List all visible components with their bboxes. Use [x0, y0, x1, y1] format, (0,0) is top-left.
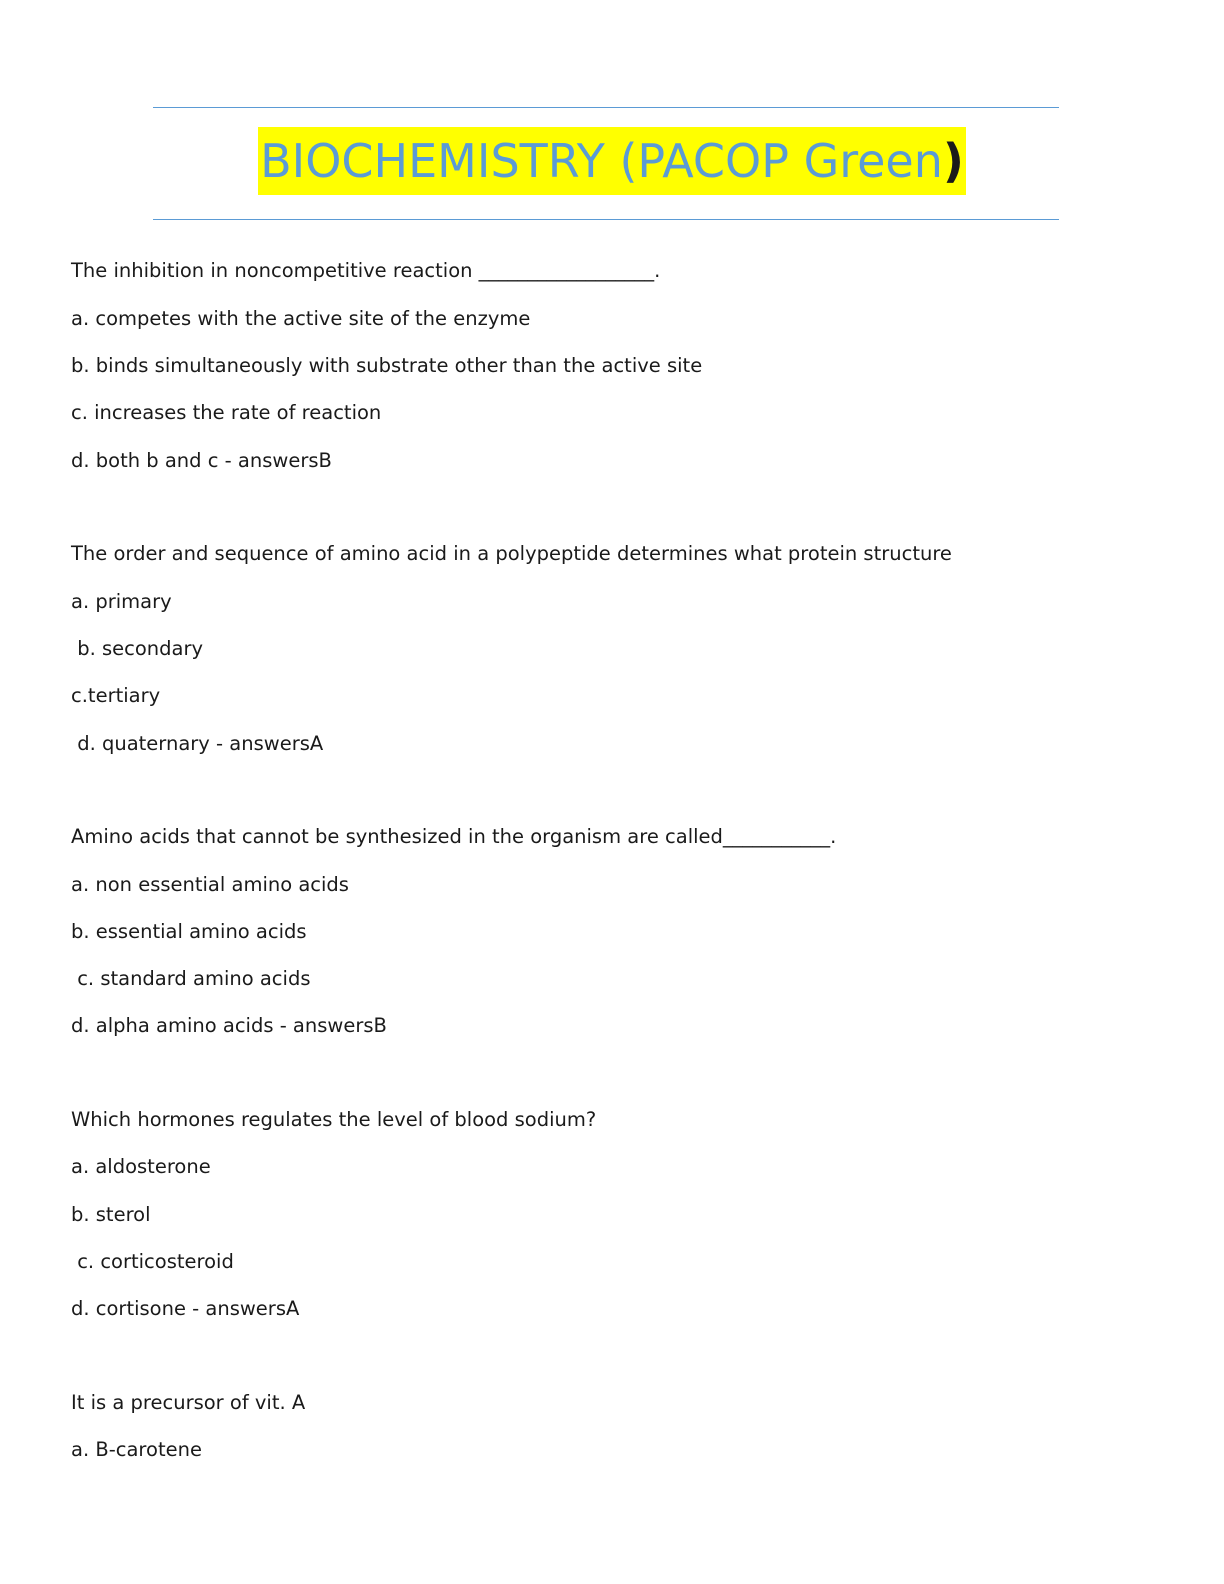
- question-1-stem: The inhibition in noncompetitive reaction __________________.: [71, 259, 661, 282]
- question-2-stem: The order and sequence of amino acid in a polypeptide determines what protein structure: [71, 542, 952, 565]
- document-title-text: BIOCHEMISTRY (PACOP Green: [260, 134, 943, 188]
- question-2-option-a: a. primary: [71, 590, 172, 613]
- question-5-stem: It is a precursor of vit. A: [71, 1391, 306, 1414]
- question-4-option-a: a. aldosterone: [71, 1155, 211, 1178]
- question-1-option-a: a. competes with the active site of the enzyme: [71, 307, 531, 330]
- question-2-option-c: c.tertiary: [71, 684, 161, 707]
- title-top-rule: [153, 107, 1059, 108]
- question-4-option-d-answer: d. cortisone - answersA: [71, 1297, 300, 1320]
- question-4-option-b: b. sterol: [71, 1203, 151, 1226]
- title-container: [0, 127, 1224, 195]
- question-3-option-d-answer: d. alpha amino acids - answersB: [71, 1014, 387, 1037]
- document-title-close-paren: ): [942, 134, 964, 188]
- question-3-option-b: b. essential amino acids: [71, 920, 307, 943]
- question-1-option-d-answer: d. both b and c - answersB: [71, 449, 332, 472]
- title-bottom-rule: [153, 219, 1059, 220]
- document-title: [258, 127, 966, 195]
- question-2-option-d-answer: d. quaternary - answersA: [71, 732, 324, 755]
- question-5-option-a: a. B-carotene: [71, 1438, 202, 1461]
- question-4-stem: Which hormones regulates the level of blood sodium?: [71, 1108, 597, 1131]
- question-1-option-b: b. binds simultaneously with substrate other than the active site: [71, 354, 703, 377]
- question-2-option-b: b. secondary: [71, 637, 204, 660]
- question-3-option-c: c. standard amino acids: [71, 967, 311, 990]
- question-3-option-a: a. non essential amino acids: [71, 873, 349, 896]
- question-1-option-c: c. increases the rate of reaction: [71, 401, 382, 424]
- question-4-option-c: c. corticosteroid: [71, 1250, 234, 1273]
- question-3-stem: Amino acids that cannot be synthesized in the organism are called___________.: [71, 825, 837, 848]
